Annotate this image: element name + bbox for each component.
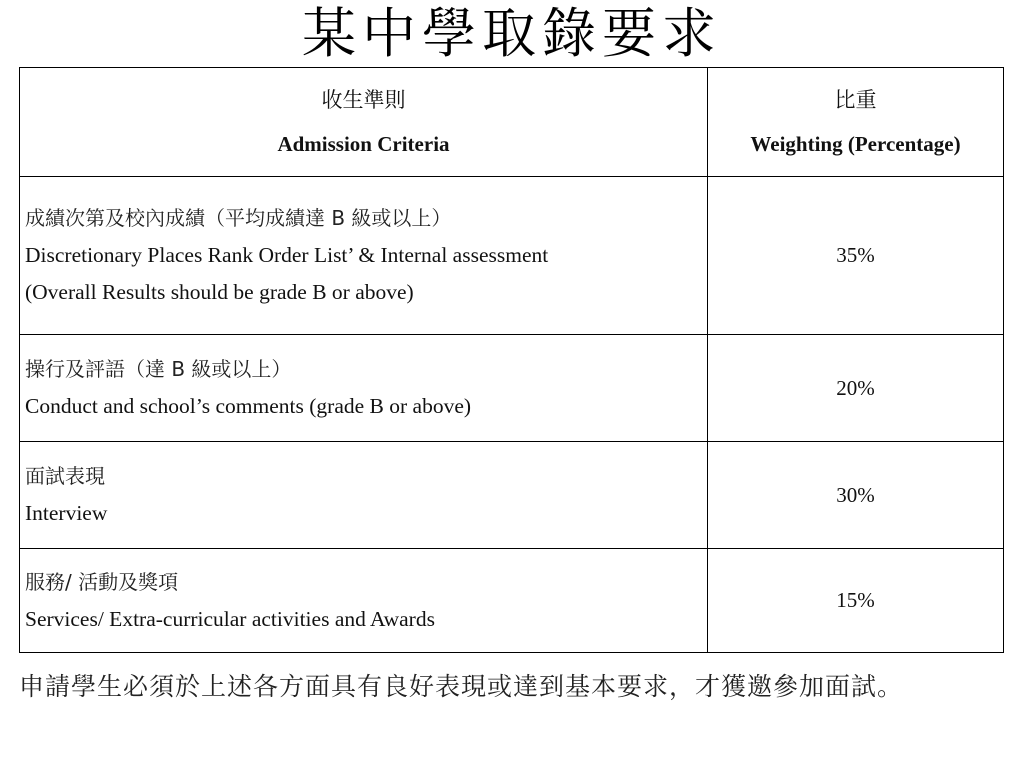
weight-cell: 30% — [708, 442, 1004, 549]
weight-header-cell — [708, 68, 1004, 177]
weight-cell: 20% — [708, 335, 1004, 442]
criteria-cell — [20, 549, 708, 653]
criteria-zh: 成績次第及校內成績（平均成績達 B 級或以上） — [25, 206, 452, 230]
criteria-header-zh: 收生準則 — [321, 88, 406, 112]
criteria-en: Conduct and school’s comments (grade B or above) — [25, 394, 472, 418]
criteria-zh: 服務/ 活動及獎項 — [25, 569, 179, 594]
criteria-en: Services/ Extra-curricular activities and Awards — [25, 606, 435, 631]
criteria-zh: 面試表現 — [25, 464, 105, 488]
criteria-zh: 操行及評語（達 B 級或以上） — [25, 357, 292, 381]
weight-cell: 15% — [708, 549, 1004, 653]
criteria-cell — [20, 177, 708, 335]
criteria-cell — [20, 442, 708, 549]
page-title: 某中學取錄要求 — [302, 2, 722, 65]
criteria-header-en: Admission Criteria — [277, 132, 450, 156]
table-header-row — [20, 68, 1004, 177]
criteria-header-cell — [20, 68, 708, 177]
criteria-cell — [20, 335, 708, 442]
weight-cell: 35% — [708, 177, 1004, 335]
table-row — [20, 177, 1004, 335]
interview-note: 申請學生必須於上述各方面具有良好表現或達到基本要求，才獲邀參加面試。 — [19, 672, 904, 701]
table-row — [20, 335, 1004, 442]
table-row — [20, 549, 1004, 653]
weight-header-en: Weighting (Percentage) — [750, 132, 961, 156]
criteria-en: Interview — [25, 501, 108, 525]
admission-criteria-table — [19, 67, 1004, 653]
table-row — [20, 442, 1004, 549]
weight-header-zh: 比重 — [834, 88, 877, 112]
criteria-en-note: (Overall Results should be grade B or above) — [25, 280, 414, 304]
criteria-en: Discretionary Places Rank Order List’ & Internal assessment — [25, 243, 549, 267]
